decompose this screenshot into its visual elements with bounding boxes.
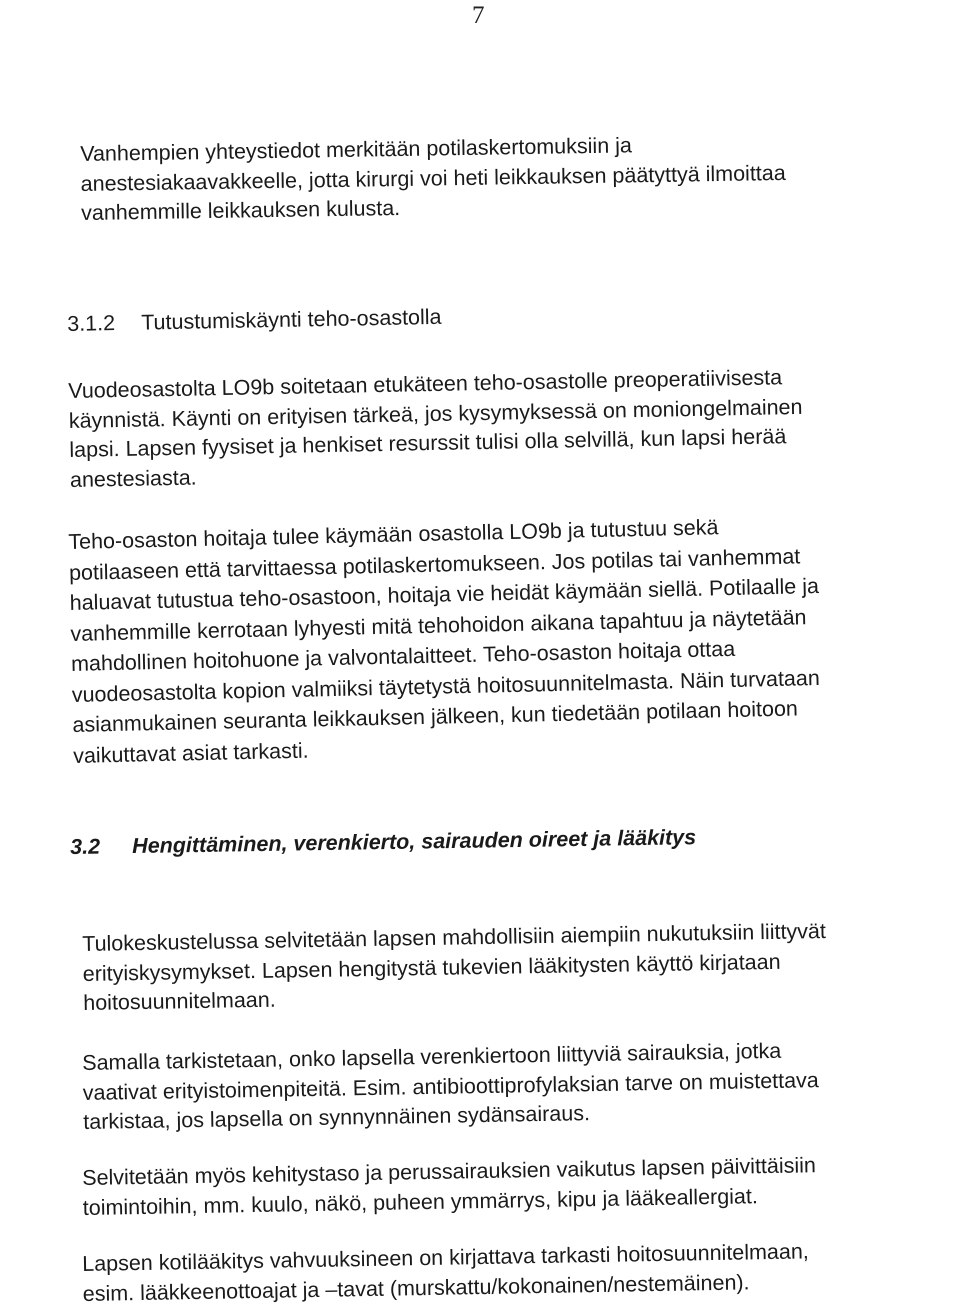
section-title: Tutustumiskäynti teho-osastolla: [140, 304, 442, 335]
paragraph-development-level: [82, 1151, 817, 1223]
paragraph-line: esim. lääkkeenottoajat ja –tavat (murskattu/kokonainen/nestemäinen).: [82, 1269, 750, 1306]
paragraph-line: hoitosuunnitelmaan.: [83, 987, 276, 1015]
paragraph-line: Teho-osaston hoitaja tulee käymään osastolla LO9b ja tutustuu sekä: [68, 515, 719, 554]
paragraph-parent-contact-info: [80, 129, 786, 229]
paragraph-line: asianmukainen seuranta leikkauksen jälkeen, kun tiedetään potilaan hoitoon: [72, 696, 799, 737]
section-number: 3.2: [70, 834, 101, 859]
page-number: 7: [472, 2, 485, 29]
paragraph-line: vaativat erityistoimenpiteitä. Esim. antibioottiprofylaksian tarve on muistettava: [82, 1067, 819, 1105]
paragraph-line: Selvitetään myös kehitystaso ja perussairauksien vaikutus lapsen päivittäisiin: [82, 1153, 817, 1190]
paragraph-line: erityiskysymykset. Lapsen hengitystä tukevien lääkitysten käyttö kirjataan: [82, 949, 781, 986]
paragraph-line: vanhemmille leikkauksen kulusta.: [80, 195, 401, 225]
paragraph-icu-nurse-visit: [68, 510, 823, 771]
paragraph-intake-interview: [82, 917, 827, 1018]
paragraph-line: Vanhempien yhteystiedot merkitään potilaskertomuksiin ja: [80, 133, 633, 166]
paragraph-line: tarkistaa, jos lapsella on synnynnäinen sydänsairaus.: [83, 1101, 591, 1134]
paragraph-line: mahdollinen hoitohuone ja valvontalaitteet. Teho-osaston hoitaja ottaa: [70, 636, 736, 676]
paragraph-line: vaikuttavat asiat tarkasti.: [72, 738, 309, 768]
paragraph-line: lapsi. Lapsen fyysiset ja henkiset resurssit tulisi olla selvillä, kun lapsi herää: [69, 424, 787, 462]
section-heading-3-1-2: [67, 305, 442, 337]
paragraph-home-medication: [82, 1237, 810, 1309]
paragraph-line: Samalla tarkistetaan, onko lapsella verenkiertoon liittyviä sairauksia, jotka: [82, 1038, 782, 1075]
paragraph-line: vanhemmille kerrotaan lyhyesti mitä tehohoidon aikana tapahtuu ja näytetään: [70, 604, 807, 646]
paragraph-circulatory-check: [82, 1036, 820, 1137]
paragraph-line: anestesiasta.: [69, 465, 197, 492]
paragraph-preoperative-visit: [68, 363, 804, 495]
paragraph-line: vuodeosastolta kopion valmiiksi täytetystä hoitosuunnitelmasta. Näin turvataan: [71, 665, 821, 707]
paragraph-line: Lapsen kotilääkitys vahvuuksineen on kirjattava tarkasti hoitosuunnitelmaan,: [82, 1239, 809, 1276]
section-heading-3-2: [70, 825, 696, 860]
paragraph-line: anestesiakaavakkeelle, jotta kirurgi voi heti leikkauksen päätyttyä ilmoittaa: [80, 160, 786, 196]
paragraph-line: toimintoihin, mm. kuulo, näkö, puheen ymmärrys, kipu ja lääkeallergiat.: [82, 1183, 759, 1220]
paragraph-line: käynnistä. Käynti on erityisen tärkeä, jos kysymyksessä on moniongelmainen: [68, 394, 803, 433]
section-title: Hengittäminen, verenkierto, sairauden oireet ja lääkitys: [131, 825, 697, 859]
paragraph-line: haluavat tutustua teho-osastoon, hoitaja vie heidät käymään siellä. Potilaalle ja: [69, 573, 820, 615]
paragraph-line: potilaaseen että tarvittaessa potilaskertomukseen. Jos potilas tai vanhemmat: [68, 543, 801, 585]
paragraph-line: Tulokeskustelussa selvitetään lapsen mahdollisiin aiempiin nukutuksiin liittyvät: [82, 919, 827, 956]
section-number: 3.1.2: [67, 311, 116, 336]
paragraph-line: Vuodeosastolta LO9b soitetaan etukäteen teho-osastolle preoperatiivisesta: [68, 365, 783, 403]
